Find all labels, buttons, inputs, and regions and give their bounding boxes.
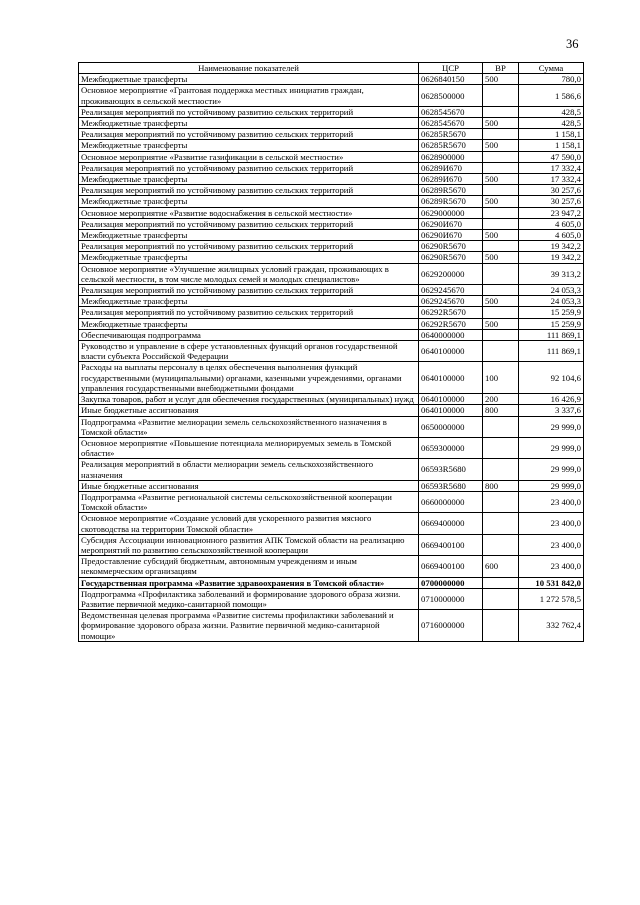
cell-sum: 23 947,2	[519, 207, 584, 218]
table-row	[79, 140, 584, 151]
cell-name: Основное мероприятие «Развитие водоснабжения в сельской местности»	[79, 207, 419, 218]
cell-vr	[483, 513, 519, 534]
cell-vr: 500	[483, 140, 519, 151]
cell-vr: 500	[483, 252, 519, 263]
table-row	[79, 459, 584, 480]
cell-sum: 15 259,9	[519, 307, 584, 318]
cell-sum: 16 426,9	[519, 394, 584, 405]
cell-name: Межбюджетные трансферты	[79, 252, 419, 263]
cell-csr: 0640100000	[419, 394, 483, 405]
cell-name: Реализация мероприятий в области мелиорации земель сельскохозяйственного назначения	[79, 459, 419, 480]
table-row	[79, 252, 584, 263]
cell-csr: 0659300000	[419, 437, 483, 458]
table-row	[79, 85, 584, 106]
cell-name: Реализация мероприятий по устойчивому развитию сельских территорий	[79, 285, 419, 296]
table-row	[79, 241, 584, 252]
table-row	[79, 318, 584, 329]
cell-sum: 29 999,0	[519, 480, 584, 491]
table-row	[79, 513, 584, 534]
table-row	[79, 207, 584, 218]
cell-sum: 23 400,0	[519, 491, 584, 512]
cell-csr: 0629200000	[419, 263, 483, 284]
cell-name: Руководство и управление в сфере установленных функций органов государственной власти субъекта Российской Федерации	[79, 341, 419, 362]
cell-vr	[483, 185, 519, 196]
table-row	[79, 405, 584, 416]
cell-name: Основное мероприятие «Создание условий для ускоренного развития мясного скотоводства на территории Томской области»	[79, 513, 419, 534]
cell-csr: 0629245670	[419, 296, 483, 307]
header-vr: ВР	[483, 63, 519, 74]
cell-sum: 30 257,6	[519, 196, 584, 207]
cell-name: Реализация мероприятий по устойчивому развитию сельских территорий	[79, 307, 419, 318]
cell-sum: 17 332,4	[519, 174, 584, 185]
cell-name: Государственная программа «Развитие здравоохранения в Томской области»	[79, 577, 419, 588]
cell-csr: 0629000000	[419, 207, 483, 218]
cell-vr	[483, 263, 519, 284]
page-number: 36	[566, 37, 579, 51]
table-row	[79, 480, 584, 491]
cell-csr: 0640100000	[419, 405, 483, 416]
cell-name: Подпрограмма «Развитие региональной системы сельскохозяйственной кооперации Томской области»	[79, 491, 419, 512]
cell-name: Межбюджетные трансферты	[79, 230, 419, 241]
cell-name: Межбюджетные трансферты	[79, 140, 419, 151]
table-row	[79, 556, 584, 577]
cell-csr: 0640100000	[419, 362, 483, 394]
table-row	[79, 196, 584, 207]
table-row	[79, 534, 584, 555]
table-body	[79, 74, 584, 642]
cell-vr	[483, 218, 519, 229]
table-row	[79, 307, 584, 318]
table-row	[79, 285, 584, 296]
cell-sum: 24 053,3	[519, 296, 584, 307]
cell-vr: 500	[483, 118, 519, 129]
table-row	[79, 151, 584, 162]
cell-name: Реализация мероприятий по устойчивому развитию сельских территорий	[79, 241, 419, 252]
cell-name: Межбюджетные трансферты	[79, 118, 419, 129]
cell-sum: 1 586,6	[519, 85, 584, 106]
cell-name: Основное мероприятие «Улучшение жилищных условий граждан, проживающих в сельской местности, в том числе молодых семей и молодых специалистов»	[79, 263, 419, 284]
cell-sum: 23 400,0	[519, 534, 584, 555]
table-row	[79, 491, 584, 512]
cell-sum: 24 053,3	[519, 285, 584, 296]
cell-csr: 0640000000	[419, 329, 483, 340]
table-row	[79, 230, 584, 241]
cell-vr	[483, 106, 519, 117]
table-row	[79, 416, 584, 437]
cell-csr: 06290И670	[419, 230, 483, 241]
table-row	[79, 74, 584, 85]
cell-vr	[483, 437, 519, 458]
cell-vr	[483, 610, 519, 642]
cell-sum: 39 313,2	[519, 263, 584, 284]
cell-csr: 06292R5670	[419, 307, 483, 318]
table-header-row	[79, 63, 584, 74]
cell-vr	[483, 341, 519, 362]
cell-name: Иные бюджетные ассигнования	[79, 480, 419, 491]
cell-vr	[483, 307, 519, 318]
cell-vr	[483, 491, 519, 512]
header-csr: ЦСР	[419, 63, 483, 74]
cell-vr: 500	[483, 318, 519, 329]
header-name: Наименование показателей	[79, 63, 419, 74]
cell-name: Иные бюджетные ассигнования	[79, 405, 419, 416]
cell-csr: 06289И670	[419, 162, 483, 173]
cell-csr: 0710000000	[419, 588, 483, 609]
table-row	[79, 263, 584, 284]
cell-name: Основное мероприятие «Развитие газификации в сельской местности»	[79, 151, 419, 162]
cell-vr	[483, 241, 519, 252]
cell-sum: 332 762,4	[519, 610, 584, 642]
cell-vr	[483, 577, 519, 588]
cell-sum: 23 400,0	[519, 556, 584, 577]
table-row	[79, 394, 584, 405]
cell-vr	[483, 129, 519, 140]
cell-name: Реализация мероприятий по устойчивому развитию сельских территорий	[79, 129, 419, 140]
cell-name: Предоставление субсидий бюджетным, автономным учреждениям и иным некоммерческим организациям	[79, 556, 419, 577]
cell-csr: 0628900000	[419, 151, 483, 162]
cell-sum: 1 158,1	[519, 140, 584, 151]
cell-csr: 06285R5670	[419, 140, 483, 151]
cell-csr: 0650000000	[419, 416, 483, 437]
table-row	[79, 129, 584, 140]
cell-name: Реализация мероприятий по устойчивому развитию сельских территорий	[79, 162, 419, 173]
table-row	[79, 118, 584, 129]
cell-vr	[483, 459, 519, 480]
cell-csr: 06285R5670	[419, 129, 483, 140]
table-row	[79, 174, 584, 185]
cell-sum: 4 605,0	[519, 218, 584, 229]
cell-sum: 92 104,6	[519, 362, 584, 394]
cell-sum: 3 337,6	[519, 405, 584, 416]
cell-name: Реализация мероприятий по устойчивому развитию сельских территорий	[79, 218, 419, 229]
cell-sum: 428,5	[519, 118, 584, 129]
cell-csr: 0660000000	[419, 491, 483, 512]
table-row	[79, 610, 584, 642]
cell-csr: 06593R5680	[419, 480, 483, 491]
cell-sum: 47 590,0	[519, 151, 584, 162]
cell-name: Межбюджетные трансферты	[79, 296, 419, 307]
cell-vr: 600	[483, 556, 519, 577]
cell-sum: 23 400,0	[519, 513, 584, 534]
cell-name: Межбюджетные трансферты	[79, 318, 419, 329]
cell-sum: 19 342,2	[519, 241, 584, 252]
table-row	[79, 437, 584, 458]
cell-sum: 4 605,0	[519, 230, 584, 241]
cell-csr: 0626840150	[419, 74, 483, 85]
cell-csr: 0628545670	[419, 106, 483, 117]
cell-vr: 500	[483, 296, 519, 307]
cell-sum: 111 869,1	[519, 341, 584, 362]
cell-sum: 10 531 842,0	[519, 577, 584, 588]
cell-sum: 29 999,0	[519, 416, 584, 437]
cell-vr	[483, 151, 519, 162]
budget-table	[78, 62, 584, 642]
table-row	[79, 296, 584, 307]
cell-sum: 15 259,9	[519, 318, 584, 329]
table-row	[79, 162, 584, 173]
table-row	[79, 329, 584, 340]
cell-vr: 500	[483, 196, 519, 207]
cell-vr: 200	[483, 394, 519, 405]
cell-name: Реализация мероприятий по устойчивому развитию сельских территорий	[79, 185, 419, 196]
cell-csr: 06289R5670	[419, 196, 483, 207]
cell-vr	[483, 416, 519, 437]
cell-vr: 800	[483, 405, 519, 416]
table-row	[79, 362, 584, 394]
cell-csr: 0628545670	[419, 118, 483, 129]
cell-vr: 100	[483, 362, 519, 394]
cell-csr: 0700000000	[419, 577, 483, 588]
cell-csr: 06290И670	[419, 218, 483, 229]
cell-csr: 0628500000	[419, 85, 483, 106]
cell-name: Основное мероприятие «Грантовая поддержка местных инициатив граждан, проживающих в сельской местности»	[79, 85, 419, 106]
cell-vr	[483, 285, 519, 296]
cell-name: Закупка товаров, работ и услуг для обеспечения государственных (муниципальных) нужд	[79, 394, 419, 405]
table-row	[79, 577, 584, 588]
cell-csr: 0669400000	[419, 513, 483, 534]
cell-sum: 19 342,2	[519, 252, 584, 263]
cell-name: Межбюджетные трансферты	[79, 74, 419, 85]
cell-vr	[483, 85, 519, 106]
table-row	[79, 341, 584, 362]
cell-csr: 06289R5670	[419, 185, 483, 196]
cell-sum: 1 272 578,5	[519, 588, 584, 609]
cell-csr: 0669400100	[419, 556, 483, 577]
cell-csr: 06290R5670	[419, 252, 483, 263]
table-row	[79, 106, 584, 117]
cell-name: Обеспечивающая подпрограмма	[79, 329, 419, 340]
cell-vr: 500	[483, 74, 519, 85]
cell-vr: 500	[483, 174, 519, 185]
cell-vr	[483, 162, 519, 173]
cell-vr	[483, 588, 519, 609]
cell-csr: 06290R5670	[419, 241, 483, 252]
cell-csr: 0669400100	[419, 534, 483, 555]
cell-sum: 428,5	[519, 106, 584, 117]
cell-name: Межбюджетные трансферты	[79, 174, 419, 185]
cell-csr: 06289И670	[419, 174, 483, 185]
cell-sum: 30 257,6	[519, 185, 584, 196]
cell-name: Основное мероприятие «Повышение потенциала мелиорируемых земель в Томской области»	[79, 437, 419, 458]
cell-vr: 500	[483, 230, 519, 241]
cell-sum: 29 999,0	[519, 437, 584, 458]
cell-sum: 780,0	[519, 74, 584, 85]
cell-sum: 1 158,1	[519, 129, 584, 140]
table-row	[79, 588, 584, 609]
cell-name: Субсидия Ассоциации инновационного развития АПК Томской области на реализацию мероприятий по развитию сельскохозяйственной кооперации	[79, 534, 419, 555]
cell-csr: 0640100000	[419, 341, 483, 362]
cell-name: Подпрограмма «Профилактика заболеваний и формирование здорового образа жизни. Развитие первичной медико-санитарной помощи»	[79, 588, 419, 609]
cell-csr: 0629245670	[419, 285, 483, 296]
cell-vr	[483, 329, 519, 340]
cell-csr: 0716000000	[419, 610, 483, 642]
cell-name: Реализация мероприятий по устойчивому развитию сельских территорий	[79, 106, 419, 117]
table-row	[79, 218, 584, 229]
cell-name: Расходы на выплаты персоналу в целях обеспечения выполнения функций государственными (муниципальными) органами, казенными учреждениями, органами управления государственными внебюджетными фондами	[79, 362, 419, 394]
cell-name: Подпрограмма «Развитие мелиорации земель сельскохозяйственного назначения в Томской области»	[79, 416, 419, 437]
cell-csr: 06292R5670	[419, 318, 483, 329]
cell-csr: 06593R5680	[419, 459, 483, 480]
cell-vr	[483, 534, 519, 555]
cell-sum: 111 869,1	[519, 329, 584, 340]
cell-name: Межбюджетные трансферты	[79, 196, 419, 207]
table-row	[79, 185, 584, 196]
cell-sum: 17 332,4	[519, 162, 584, 173]
cell-vr: 800	[483, 480, 519, 491]
cell-sum: 29 999,0	[519, 459, 584, 480]
header-sum: Сумма	[519, 63, 584, 74]
cell-name: Ведомственная целевая программа «Развитие системы профилактики заболеваний и формирование здорового образа жизни. Развитие первичной медико-санитарной помощи»	[79, 610, 419, 642]
cell-vr	[483, 207, 519, 218]
